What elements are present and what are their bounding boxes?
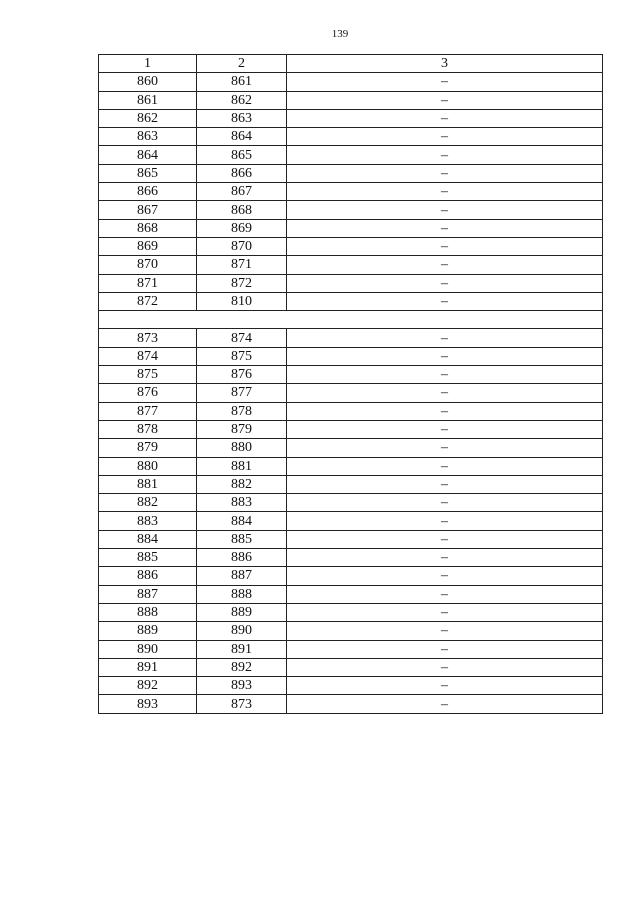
table-cell-col-2: 892 (197, 658, 287, 676)
table-body (99, 73, 603, 713)
table-cell-col-3: – (287, 677, 603, 695)
table-row (99, 91, 603, 109)
table-row (99, 347, 603, 365)
table-row (99, 146, 603, 164)
table-cell-col-1: 866 (99, 183, 197, 201)
table-cell-col-3: – (287, 439, 603, 457)
table-cell-col-2: 866 (197, 164, 287, 182)
table-cell-col-2: 876 (197, 366, 287, 384)
table-row (99, 530, 603, 548)
table-cell-col-3: – (287, 475, 603, 493)
table-cell-col-3: – (287, 201, 603, 219)
table-cell-col-1: 887 (99, 585, 197, 603)
table-cell-col-3: – (287, 622, 603, 640)
table-cell-col-3: – (287, 402, 603, 420)
table-cell-col-3: – (287, 91, 603, 109)
table-cell-col-2: 890 (197, 622, 287, 640)
table-cell-col-2: 887 (197, 567, 287, 585)
table-cell-col-2: 865 (197, 146, 287, 164)
table-gap-row (99, 311, 603, 329)
table-cell-col-2: 868 (197, 201, 287, 219)
table-row (99, 640, 603, 658)
table-cell-col-1: 886 (99, 567, 197, 585)
table-cell-col-1: 874 (99, 347, 197, 365)
table-row (99, 329, 603, 347)
table-cell-col-2: 874 (197, 329, 287, 347)
table-row (99, 439, 603, 457)
table-row (99, 201, 603, 219)
table-cell-col-3: – (287, 603, 603, 621)
table-cell-col-1: 881 (99, 475, 197, 493)
table-cell-col-1: 888 (99, 603, 197, 621)
table-row (99, 164, 603, 182)
table-cell-col-2: 884 (197, 512, 287, 530)
table-cell-col-2: 873 (197, 695, 287, 713)
table-cell-col-2: 863 (197, 109, 287, 127)
table-row (99, 494, 603, 512)
table-row (99, 73, 603, 91)
table-cell-col-3: – (287, 658, 603, 676)
table-header (99, 55, 603, 73)
table-row (99, 402, 603, 420)
table-cell-col-2: 862 (197, 91, 287, 109)
table-cell-col-3: – (287, 292, 603, 310)
table-cell-col-3: – (287, 347, 603, 365)
table-cell-col-2: 885 (197, 530, 287, 548)
table-cell-col-3: – (287, 219, 603, 237)
table-cell-col-2: 879 (197, 420, 287, 438)
table-cell-col-3: – (287, 274, 603, 292)
table-cell-col-1: 871 (99, 274, 197, 292)
table-gap-cell (99, 311, 603, 329)
table-cell-col-3: – (287, 567, 603, 585)
table-row (99, 512, 603, 530)
table-cell-col-2: 880 (197, 439, 287, 457)
table-cell-col-1: 861 (99, 91, 197, 109)
table-cell-col-1: 879 (99, 439, 197, 457)
table-cell-col-1: 869 (99, 237, 197, 255)
table-cell-col-1: 873 (99, 329, 197, 347)
table-cell-col-1: 875 (99, 366, 197, 384)
table-row (99, 585, 603, 603)
table-row (99, 292, 603, 310)
table-row (99, 658, 603, 676)
table-cell-col-3: – (287, 549, 603, 567)
table-row (99, 622, 603, 640)
table-row (99, 366, 603, 384)
table-row (99, 695, 603, 713)
table-row (99, 457, 603, 475)
table-row (99, 237, 603, 255)
table-cell-col-1: 860 (99, 73, 197, 91)
table-cell-col-1: 864 (99, 146, 197, 164)
table-cell-col-2: 810 (197, 292, 287, 310)
table-cell-col-2: 886 (197, 549, 287, 567)
table-cell-col-3: – (287, 384, 603, 402)
table-cell-col-1: 893 (99, 695, 197, 713)
table-row (99, 603, 603, 621)
table-cell-col-3: – (287, 695, 603, 713)
table-cell-col-3: – (287, 256, 603, 274)
data-table (98, 54, 603, 714)
table-cell-col-3: – (287, 457, 603, 475)
table-cell-col-2: 889 (197, 603, 287, 621)
table-row (99, 567, 603, 585)
column-header-3: 3 (287, 55, 603, 73)
table-cell-col-1: 880 (99, 457, 197, 475)
table-cell-col-1: 891 (99, 658, 197, 676)
column-header-1: 1 (99, 55, 197, 73)
table-row (99, 420, 603, 438)
table-cell-col-1: 889 (99, 622, 197, 640)
table-cell-col-2: 878 (197, 402, 287, 420)
table-cell-col-1: 883 (99, 512, 197, 530)
table-cell-col-3: – (287, 494, 603, 512)
table-cell-col-3: – (287, 128, 603, 146)
table-cell-col-2: 893 (197, 677, 287, 695)
table-cell-col-1: 870 (99, 256, 197, 274)
table-cell-col-3: – (287, 73, 603, 91)
table-row (99, 384, 603, 402)
table-cell-col-1: 876 (99, 384, 197, 402)
table-cell-col-1: 862 (99, 109, 197, 127)
table-cell-col-3: – (287, 420, 603, 438)
table-cell-col-1: 863 (99, 128, 197, 146)
header-row (99, 55, 603, 73)
table-cell-col-3: – (287, 183, 603, 201)
table-cell-col-2: 870 (197, 237, 287, 255)
table-cell-col-2: 883 (197, 494, 287, 512)
table-row (99, 475, 603, 493)
table-cell-col-2: 875 (197, 347, 287, 365)
table-row (99, 219, 603, 237)
table-cell-col-1: 868 (99, 219, 197, 237)
table-cell-col-2: 867 (197, 183, 287, 201)
table-cell-col-1: 892 (99, 677, 197, 695)
table-cell-col-1: 890 (99, 640, 197, 658)
table-row (99, 128, 603, 146)
table-row (99, 183, 603, 201)
column-header-2: 2 (197, 55, 287, 73)
table-cell-col-2: 882 (197, 475, 287, 493)
table-cell-col-2: 877 (197, 384, 287, 402)
table-cell-col-1: 882 (99, 494, 197, 512)
table-cell-col-1: 865 (99, 164, 197, 182)
table-cell-col-3: – (287, 530, 603, 548)
table-cell-col-1: 877 (99, 402, 197, 420)
table-cell-col-2: 888 (197, 585, 287, 603)
table-cell-col-3: – (287, 585, 603, 603)
table-cell-col-1: 872 (99, 292, 197, 310)
table-cell-col-3: – (287, 164, 603, 182)
table-cell-col-3: – (287, 512, 603, 530)
table-cell-col-2: 861 (197, 73, 287, 91)
table-cell-col-3: – (287, 109, 603, 127)
page-number: 139 (331, 28, 349, 40)
table-cell-col-3: – (287, 366, 603, 384)
table-cell-col-1: 885 (99, 549, 197, 567)
table-row (99, 677, 603, 695)
table-cell-col-3: – (287, 237, 603, 255)
table-row (99, 274, 603, 292)
table-cell-col-2: 869 (197, 219, 287, 237)
table-cell-col-3: – (287, 146, 603, 164)
table-cell-col-2: 864 (197, 128, 287, 146)
table-cell-col-1: 878 (99, 420, 197, 438)
table-cell-col-2: 891 (197, 640, 287, 658)
table-row (99, 109, 603, 127)
table-cell-col-3: – (287, 640, 603, 658)
table-cell-col-1: 884 (99, 530, 197, 548)
table-cell-col-3: – (287, 329, 603, 347)
table-cell-col-1: 867 (99, 201, 197, 219)
table-row (99, 256, 603, 274)
table-cell-col-2: 871 (197, 256, 287, 274)
table-cell-col-2: 881 (197, 457, 287, 475)
table-cell-col-2: 872 (197, 274, 287, 292)
table-row (99, 549, 603, 567)
